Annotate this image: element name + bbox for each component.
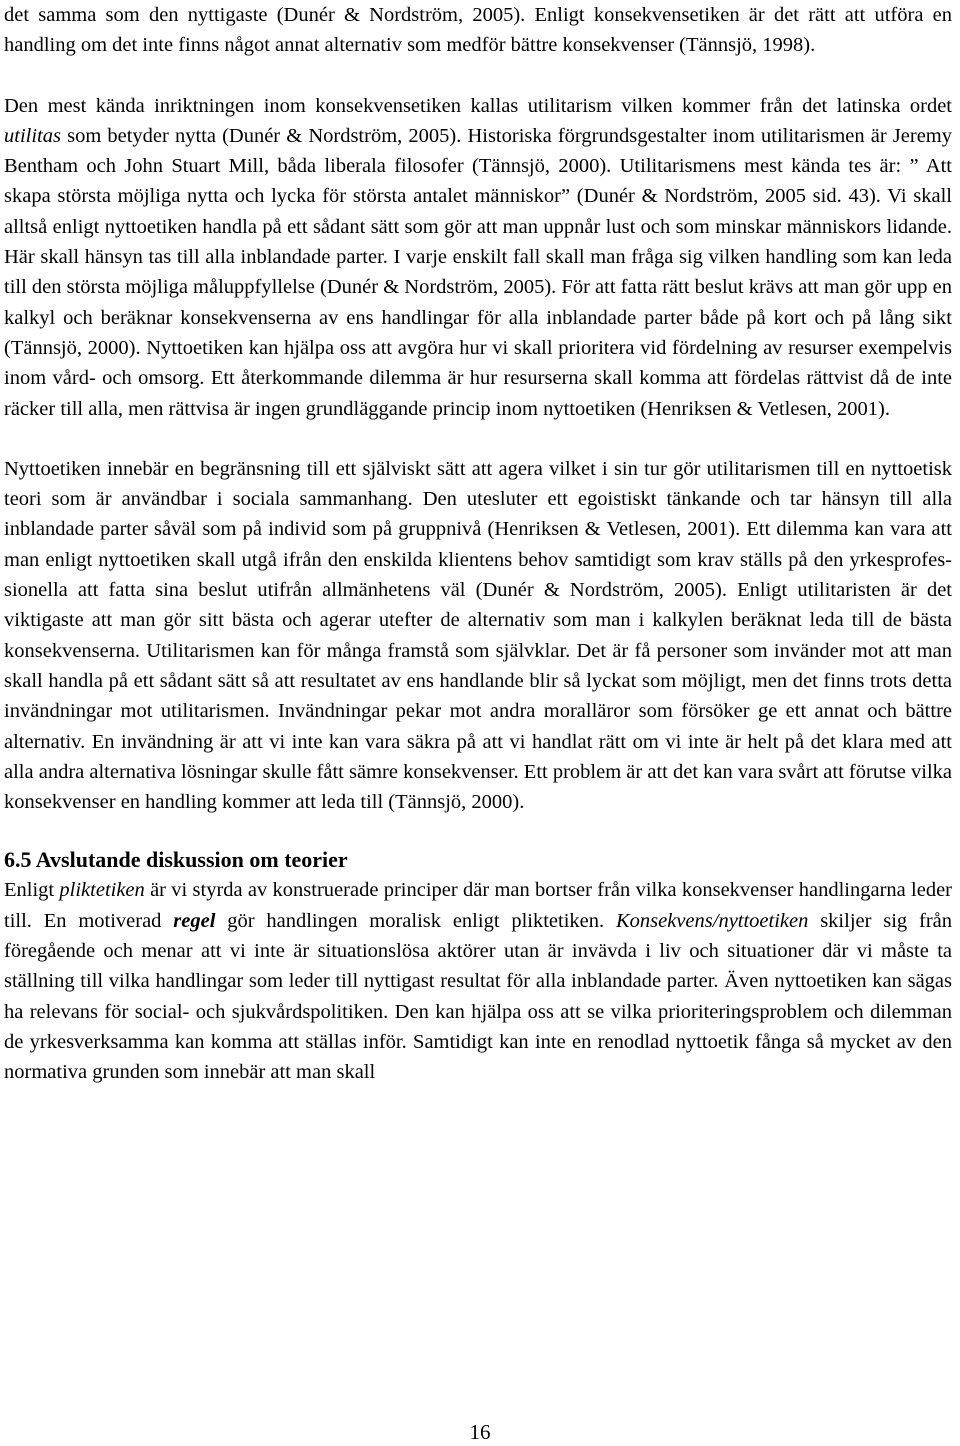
italic-term: pliktetiken: [59, 879, 145, 902]
text-run: skiljer sig från föregående och menar att vi inte är situationslösa aktörer utan är invävda i liv och situationer där vi måste ta ställning till vilka handlingar som leder till nyttigast resultat för alla inblandade parter. Även nyttoetiken kan sägas ha relevans för social- och sjukvårdspolitiken. Den kan hjälpa oss att se vilka prioriteringsproblem och dilemman de yrkesverksamma kan komma att ställas inför. Samtidigt kan inte en renodlad nyttoetik fånga så mycket av den normativa grunden som innebär att man skall: [4, 909, 953, 1084]
page-number: 16: [469, 1420, 491, 1444]
text-run: Nyttoetiken innebär en begränsning till ett själviskt sätt att agera vilket i sin tur gör utilitarismen till en nyttoetisk teori som är användbar i sociala sammanhang. Den utesluter ett egoistiskt tänkande och tar hänsyn till alla inblandade parter såväl som på individ som på gruppnivå (Henriksen & Vetlesen, 2001). Ett dilemma kan vara att man enligt nyttoetiken skall utgå ifrån den enskilda klientens behov samtidigt som krav ställs på den yrkesprofessionella att fatta sina beslut utifrån allmänhetens väl (Dunér & Nordström, 2005). Enligt utilitaristen är det viktigaste att man gör sitt bästa och agerar utefter de alternativ som man i kalkylen beräknat leda till de bästa konsekvenserna. Utilitarismen kan för många framstå som självklar. Det är få personer som invänder mot att man skall handla på ett sådant sätt så att resultatet av ens handlande blir så lyckat som möjligt, men det finns trots detta invändningar mot utilitarismen. Invändningar pekar mot andra moralläror som försöker ge ett annat och bättre alternativ. En invändning är att vi inte kan vara säkra på att vi handlat rätt om vi inte är helt på det klara med att alla andra alternativa lösningar skulle fått sämre konsekvenser. Ett problem är att det kan vara svårt att förutse vilka konsekvenser en handling kommer att leda till (Tännsjö, 2000).: [4, 457, 952, 814]
paragraph-3: [4, 454, 952, 818]
text-run: Den mest kända inriktningen inom konsekvensetiken kallas utilitarism vilken kommer från det latinska ordet: [4, 94, 952, 117]
text-run: som betyder nytta (Dunér & Nordström, 2005). Historiska förgrundsgestalter inom utilitarismen är Jeremy Bentham och John Stuart Mill, båda liberala filosofer (Tännsjö, 2000). Utilitarismens mest kända tes är: ” Att skapa största möjliga nytta och lycka för största antalet människor” (Dunér & Nordström, 2005 sid. 43). Vi skall alltså enligt nyttoetiken handla på ett sådant sätt som gör att man uppnår lust och som minskar människors lidande. Här skall hänsyn tas till alla inblandade parter. I varje enskilt fall skall man fråga sig vilken handling som kan leda till den största möjliga måluppfyllelse (Dunér & Nordström, 2005). För att fatta rätt beslut krävs att man gör upp en kalkyl och beräknar konsekvenserna av ens handlingar för alla inblandade parter både på kort och på lång sikt (Tännsjö, 2000). Nyttoetiken kan hjälpa oss att avgöra hur vi skall prioritera vid fördelning av resurser exempelvis inom vård- och omsorg. Ett återkommande dilemma är hur resurserna skall komma att fördelas rättvist då de inte räcker till alla, men rättvisa är ingen grundläggande princip inom nyttoetiken (Henriksen & Vetlesen, 2001).: [4, 124, 952, 420]
text-run: är vi styrda av konstruerade principer där man bortser från vilka konsekvenser handlingarna leder till. En motiverad: [4, 879, 952, 932]
paragraph-2: [4, 91, 952, 424]
section-heading: 6.5 Avslutande diskussion om teorier: [4, 847, 348, 873]
italic-term: Konsekvens/nyttoetiken: [615, 909, 809, 932]
text-run: det samma som den nyttigaste (Dunér & Nordström, 2005). Enligt konsekvensetiken är det rätt att utföra en handling om det inte finns något annat alternativ som medför bättre konsekvenser (Tännsjö, 1998).: [4, 4, 952, 57]
paragraph-1: [4, 0, 952, 61]
page-body: [4, 0, 952, 1088]
italic-term: utilitas: [4, 124, 61, 147]
section-paragraph: [4, 875, 952, 1087]
text-run: gör handlingen moralisk enligt pliktetiken.: [215, 909, 616, 932]
text-run: Enligt: [4, 879, 60, 902]
emphasized-term: regel: [173, 909, 216, 932]
